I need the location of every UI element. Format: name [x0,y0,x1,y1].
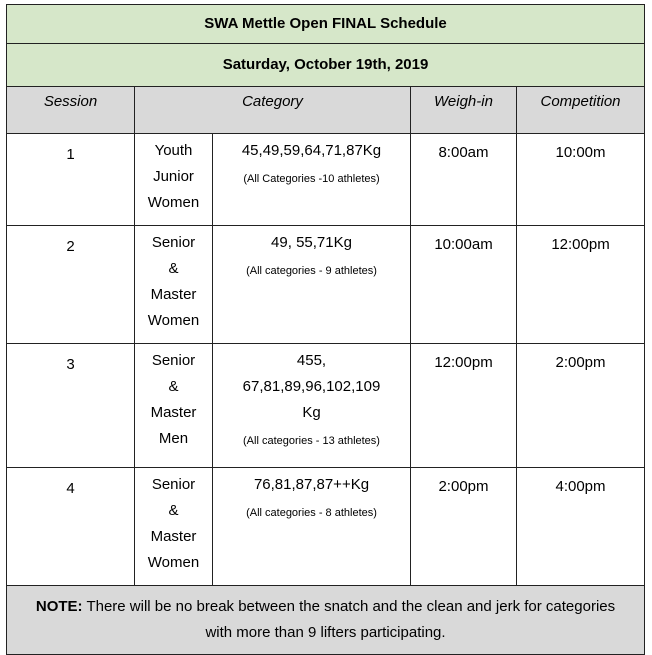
athlete-count: (All categories - 13 athletes) [243,435,380,447]
group-line: Women [147,194,200,211]
group-line: Men [158,430,189,447]
session-group [135,134,213,226]
group-line: & [168,502,179,519]
session-group [135,468,213,586]
header-row [7,87,645,134]
session-group [135,226,213,344]
weigh-in-time: 10:00am [411,226,517,344]
group-line: Senior [151,476,196,493]
note-cell [7,586,645,655]
weigh-in-time: 12:00pm [411,344,517,468]
session-weights [213,134,411,226]
session-number: 2 [7,226,135,344]
weight-classes: 67,81,89,96,102,109 [242,378,381,395]
header-competition: Competition [517,87,645,134]
schedule-table [6,4,645,655]
group-line: Senior [151,234,196,251]
header-weigh-in: Weigh-in [411,87,517,134]
date-row [7,44,645,87]
athlete-count: (All categories - 9 athletes) [246,265,377,277]
note-label: NOTE: [35,598,83,615]
note-row [7,586,645,655]
session-row [7,134,645,226]
header-session: Session [7,87,135,134]
competition-time: 4:00pm [517,468,645,586]
session-group [135,344,213,468]
competition-time: 12:00pm [517,226,645,344]
session-weights [213,468,411,586]
title-row [7,5,645,44]
group-line: Youth [154,142,193,159]
competition-time: 2:00pm [517,344,645,468]
group-line: Women [147,312,200,329]
weight-classes: 49, 55,71Kg [271,234,352,251]
session-number: 1 [7,134,135,226]
group-line: Junior [153,168,194,185]
weight-classes: 76,81,87,87++Kg [253,476,370,493]
group-line: & [168,260,179,277]
athlete-count: (All categories - 8 athletes) [246,507,377,519]
session-row [7,344,645,468]
group-line: Master [150,286,197,303]
athlete-count: (All Categories -10 athletes) [243,173,380,185]
session-number: 3 [7,344,135,468]
session-row [7,226,645,344]
session-weights [213,226,411,344]
session-row [7,468,645,586]
session-weights [213,344,411,468]
group-line: Women [147,554,200,571]
weight-classes: Kg [302,404,321,421]
note-text: There will be no break between the snatch and the clean and jerk for categories with more than 9 lifters participating. [82,598,616,641]
group-line: & [168,378,179,395]
session-number: 4 [7,468,135,586]
weigh-in-time: 2:00pm [411,468,517,586]
weight-classes: 45,49,59,64,71,87Kg [241,142,382,159]
schedule-title: SWA Mettle Open FINAL Schedule [7,5,645,44]
weigh-in-time: 8:00am [411,134,517,226]
group-line: Master [150,528,197,545]
header-category: Category [135,87,411,134]
competition-time: 10:00m [517,134,645,226]
group-line: Master [150,404,197,421]
schedule-date: Saturday, October 19th, 2019 [7,44,645,87]
group-line: Senior [151,352,196,369]
weight-classes: 455, [296,352,327,369]
